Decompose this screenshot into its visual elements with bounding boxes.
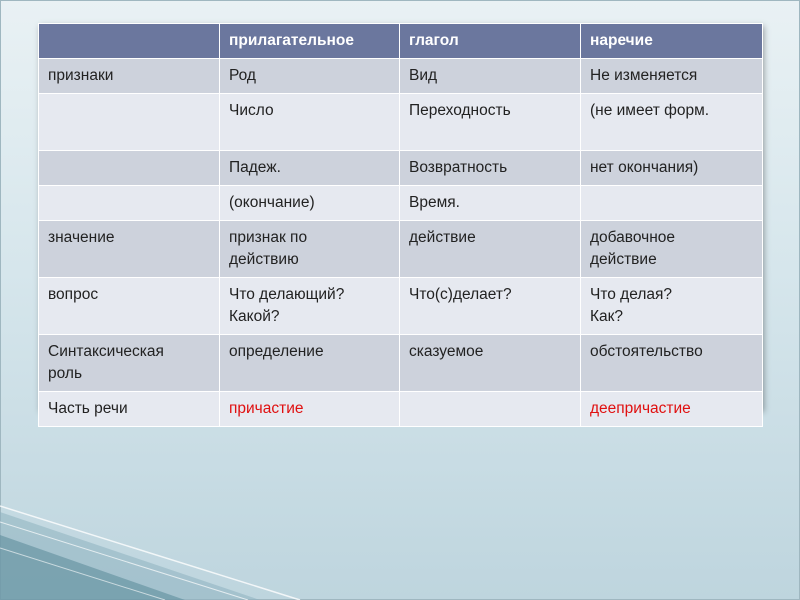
adjective-cell: Число: [220, 94, 400, 151]
row-label-cell: Синтаксическая роль: [39, 335, 220, 392]
adverb-cell: Что делая? Как?: [581, 278, 763, 335]
table-row: [39, 392, 763, 427]
row-label-cell: [39, 94, 220, 151]
table-row: [39, 186, 763, 221]
adjective-cell: Род: [220, 59, 400, 94]
header-cell-adverb: наречие: [581, 24, 763, 59]
row-label-cell: вопрос: [39, 278, 220, 335]
verb-cell: сказуемое: [400, 335, 581, 392]
table-row: [39, 151, 763, 186]
header-cell-verb: глагол: [400, 24, 581, 59]
adverb-cell: (не имеет форм.: [581, 94, 763, 151]
adverb-cell: добавочное действие: [581, 221, 763, 278]
table-header-row: [39, 24, 763, 59]
verb-cell: Переходность: [400, 94, 581, 151]
verb-cell: [400, 392, 581, 427]
table-row: [39, 335, 763, 392]
row-label-cell: признаки: [39, 59, 220, 94]
table-row: [39, 221, 763, 278]
adverb-cell: [581, 186, 763, 221]
header-cell-adjective: прилагательное: [220, 24, 400, 59]
row-label-cell: [39, 186, 220, 221]
adverb-cell: Не изменяется: [581, 59, 763, 94]
table-row: [39, 94, 763, 151]
verb-cell: Возвратность: [400, 151, 581, 186]
adjective-cell: Падеж.: [220, 151, 400, 186]
verb-cell: Что(с)делает?: [400, 278, 581, 335]
adverb-cell: обстоятельство: [581, 335, 763, 392]
adjective-cell: Что делающий? Какой?: [220, 278, 400, 335]
adjective-cell: (окончание): [220, 186, 400, 221]
adverb-cell: нет окончания): [581, 151, 763, 186]
comparison-table: [38, 23, 763, 427]
row-label-cell: [39, 151, 220, 186]
adjective-cell: причастие: [220, 392, 400, 427]
row-label-cell: значение: [39, 221, 220, 278]
verb-cell: Время.: [400, 186, 581, 221]
adverb-cell: деепричастие: [581, 392, 763, 427]
table-row: [39, 278, 763, 335]
adjective-cell: признак по действию: [220, 221, 400, 278]
table-row: [39, 59, 763, 94]
verb-cell: действие: [400, 221, 581, 278]
row-label-cell: Часть речи: [39, 392, 220, 427]
header-cell-empty: [39, 24, 220, 59]
verb-cell: Вид: [400, 59, 581, 94]
adjective-cell: определение: [220, 335, 400, 392]
